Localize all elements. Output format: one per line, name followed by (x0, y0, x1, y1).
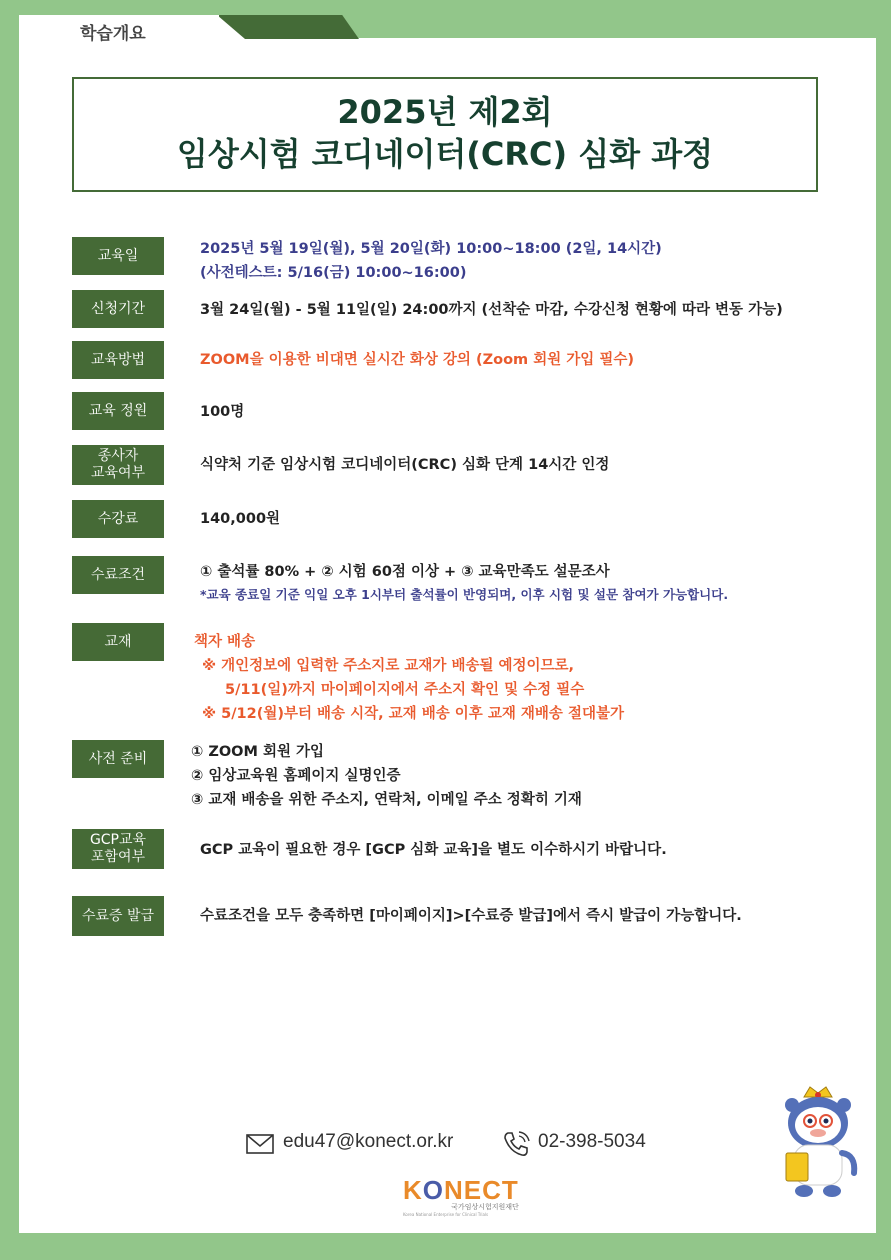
value-pretest-date: (사전테스트: 5/16(금) 10:00~16:00) (200, 265, 467, 281)
value-preparation-1: ① ZOOM 회원 가입 (191, 744, 325, 760)
label-certificate: 수료증 발급 (72, 896, 164, 936)
logo-o: O (422, 1175, 445, 1205)
value-completion-condition: ① 출석률 80% + ② 시험 60점 이상 + ③ 교육만족도 설문조사 (200, 564, 610, 580)
label-worker-education: 종사자 교육여부 (72, 445, 164, 485)
value-textbook-note-3: ※ 5/12(월)부터 배송 시작, 교재 배송 이후 교재 재배송 절대불가 (202, 706, 625, 722)
logo-tagline: Korea National Enterprise for Clinical Trials (403, 1212, 489, 1217)
logo-k: K (403, 1175, 423, 1205)
value-preparation-3: ③ 교재 배송을 위한 주소지, 연락처, 이메일 주소 정확히 기재 (191, 792, 582, 808)
label-education-method: 교육방법 (72, 341, 164, 379)
title-box (72, 77, 818, 192)
logo-nect: NECT (444, 1175, 519, 1205)
value-textbook-note-1: ※ 개인정보에 입력한 주소지로 교재가 배송될 예정이므로, (202, 658, 575, 674)
value-textbook-note-2: 5/11(일)까지 마이페이지에서 주소지 확인 및 수정 필수 (225, 682, 585, 698)
value-tuition: 140,000원 (200, 511, 281, 527)
value-worker-education: 식약처 기준 임상시험 코디네이터(CRC) 심화 단계 14시간 인정 (200, 457, 610, 473)
value-application-period: 3월 24일(월) - 5월 11일(일) 24:00까지 (선착순 마감, 수강신청 현황에 따라 변동 가능) (200, 302, 783, 318)
label-education-date: 교육일 (72, 237, 164, 275)
value-capacity: 100명 (200, 404, 245, 420)
label-preparation: 사전 준비 (72, 740, 164, 778)
value-education-method: ZOOM을 이용한 비대면 실시간 화상 강의 (Zoom 회원 가입 필수) (200, 352, 634, 368)
title-line-2: 임상시험 코디네이터(CRC) 심화 과정 (176, 135, 714, 173)
value-education-date: 2025년 5월 19일(월), 5월 20일(화) 10:00~18:00 (2일, 14시간) (200, 241, 662, 257)
contact-email[interactable]: edu47@konect.or.kr (283, 1131, 454, 1152)
value-gcp-education: GCP 교육이 필요한 경우 [GCP 심화 교육]을 별도 이수하시기 바랍니다. (200, 842, 667, 858)
value-textbook-delivery: 책자 배송 (194, 634, 256, 650)
logo-subtitle: 국가임상시험지원재단 (451, 1203, 519, 1211)
label-gcp-education: GCP교육 포함여부 (72, 829, 164, 869)
value-certificate: 수료조건을 모두 충족하면 [마이페이지]>[수료증 발급]에서 즉시 발급이 가능합니다. (200, 908, 742, 924)
phone-icon (502, 1130, 530, 1162)
contact-phone[interactable]: 02-398-5034 (538, 1131, 646, 1152)
mail-icon (246, 1134, 274, 1158)
value-preparation-2: ② 임상교육원 홈페이지 실명인증 (191, 768, 401, 784)
value-completion-note: *교육 종료일 기준 익일 오후 1시부터 출석률이 반영되며, 이후 시험 및 설문 참여가 가능합니다. (200, 587, 729, 602)
header-tab-label: 학습개요 (80, 24, 146, 44)
mascot-character-icon (776, 1083, 860, 1205)
label-completion-condition: 수료조건 (72, 556, 164, 594)
label-tuition: 수강료 (72, 500, 164, 538)
label-application-period: 신청기간 (72, 290, 164, 328)
label-capacity: 교육 정원 (72, 392, 164, 430)
label-textbook: 교재 (72, 623, 164, 661)
title-line-1: 2025년 제2회 (337, 93, 553, 131)
konect-logo (403, 1176, 519, 1217)
